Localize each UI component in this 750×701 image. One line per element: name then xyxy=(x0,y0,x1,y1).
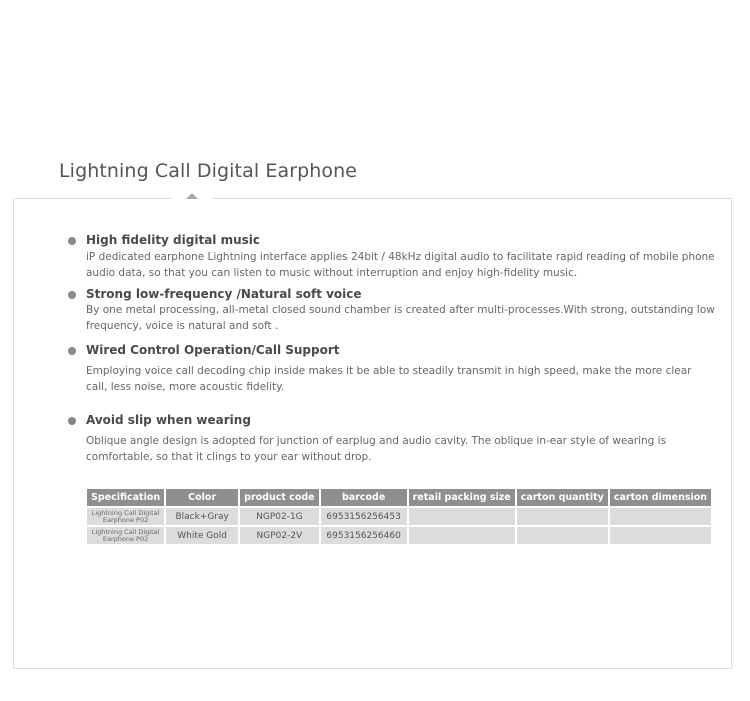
bullet-icon xyxy=(68,291,76,299)
bullet-icon xyxy=(68,237,76,245)
feature-heading: Strong low-frequency /Natural soft voice xyxy=(86,287,362,301)
feature-heading: Wired Control Operation/Call Support xyxy=(86,343,340,357)
cell-specification: Lightning Call Digital Earphone P02 xyxy=(87,508,164,525)
feature-description: Oblique angle design is adopted for junction of earplug and audio cavity. The oblique in-ear style of wearing is comfortable, so that it clings to your ear without drop. xyxy=(86,435,667,463)
feature-description: iP dedicated earphone Lightning interface applies 24bit / 48kHz digital audio to facilitate rapid reading of mobile phone audio data, so that you can listen to music without interruption and enjoy high-fidelity music. xyxy=(86,251,715,279)
header-carton-quantity: carton quantity xyxy=(517,489,608,506)
cell-barcode: 6953156256460 xyxy=(321,527,407,544)
bullet-icon xyxy=(68,347,76,355)
cell-color: White Gold xyxy=(166,527,238,544)
cell-specification: Lightning Call Digital Earphone P02 xyxy=(87,527,164,544)
header-carton-dimension: carton dimension xyxy=(610,489,711,506)
table-header-row xyxy=(87,489,711,506)
table-row xyxy=(87,508,711,525)
spec-table xyxy=(85,487,713,546)
cell-retail-packing-size xyxy=(409,508,515,525)
cell-product-code: NGP02-2V xyxy=(240,527,318,544)
feature-description: By one metal processing, all-metal closed sound chamber is created after multi-processes.With strong, outstanding low frequency, voice is natural and soft . xyxy=(86,304,715,332)
cell-product-code: NGP02-1G xyxy=(240,508,318,525)
header-product-code: product code xyxy=(240,489,318,506)
cell-carton-dimension xyxy=(610,508,711,525)
content-panel xyxy=(13,198,732,669)
cell-carton-quantity xyxy=(517,508,608,525)
table-row xyxy=(87,527,711,544)
feature-heading: High fidelity digital music xyxy=(86,233,260,247)
cell-barcode: 6953156256453 xyxy=(321,508,407,525)
header-color: Color xyxy=(166,489,238,506)
page-title: Lightning Call Digital Earphone xyxy=(59,160,358,182)
header-retail-packing-size: retail packing size xyxy=(409,489,515,506)
cell-color: Black+Gray xyxy=(166,508,238,525)
cell-retail-packing-size xyxy=(409,527,515,544)
cell-carton-quantity xyxy=(517,527,608,544)
cell-carton-dimension xyxy=(610,527,711,544)
header-specification: Specification xyxy=(87,489,164,506)
feature-description: Employing voice call decoding chip inside makes it be able to steadily transmit in high speed, make the more clear call, less noise, more acoustic fidelity. xyxy=(86,365,692,393)
bullet-icon xyxy=(68,417,76,425)
header-barcode: barcode xyxy=(321,489,407,506)
feature-heading: Avoid slip when wearing xyxy=(86,413,251,427)
panel-notch-icon xyxy=(186,193,198,199)
